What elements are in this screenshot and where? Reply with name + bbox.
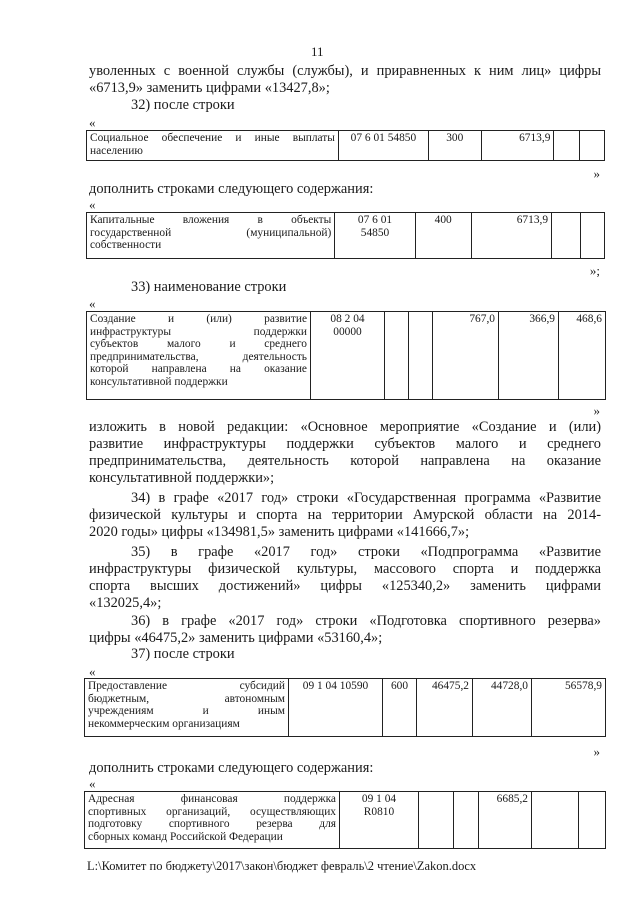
cell-code-line: 07 6 01 — [357, 214, 393, 226]
table-sports-reserve-support — [84, 791, 606, 849]
cell-name-line: Адресная финансовая поддержка — [88, 793, 336, 805]
cell-code-line: 00000 — [333, 325, 362, 338]
cell-code-line: 09 1 04 — [361, 793, 397, 805]
cell-name-line: предпринимательства, деятельность — [90, 350, 307, 363]
item-34-line-2: физической культуры и спорта на территории Амурской области на 2014- — [89, 507, 601, 523]
item-33-heading: 33) наименование строки — [131, 279, 287, 295]
table-cell-vr: 300 — [428, 131, 481, 161]
cell-name-line: спортивных организаций, осуществляющих — [88, 805, 336, 818]
item-32-heading: 32) после строки — [131, 97, 235, 113]
open-quote: « — [89, 664, 96, 679]
item-34-line-1: 34) в графе «2017 год» строки «Государственная программа «Развитие — [131, 490, 601, 506]
cell-name-line: Предоставление субсидий — [88, 680, 285, 692]
table-cell-code — [335, 213, 415, 259]
table-cell-empty — [454, 792, 479, 849]
cell-name-line: учреждениям и иным — [88, 705, 285, 717]
cell-name-line: Социальное обеспечение и иные выплаты — [90, 132, 335, 144]
table-cell-code — [340, 792, 419, 849]
table-cell-empty — [409, 312, 433, 400]
table-cell-empty — [554, 131, 579, 161]
cell-name-line: собственности — [90, 239, 162, 251]
table-cell-value-2017: 46475,2 — [417, 679, 473, 737]
table-cell-value-2018: 366,9 — [499, 312, 559, 400]
table-cell-empty — [580, 213, 604, 259]
table-cell-empty — [532, 792, 579, 849]
footer-file-path: L:\Комитет по бюджету\2017\закон\бюджет февраль\2 чтение\Zakon.docx — [87, 859, 477, 873]
add-lines-heading-2: дополнить строками следующего содержания: — [89, 760, 374, 776]
table-cell-value-2017: 767,0 — [433, 312, 499, 400]
add-lines-heading-1: дополнить строками следующего содержания: — [89, 181, 374, 197]
cell-name-line: подготовку спортивного резерва для — [88, 818, 336, 830]
table-cell-value-2019: 56578,9 — [532, 679, 606, 737]
item-35-line-1: 35) в графе «2017 год» строки «Подпрограмма «Развитие — [131, 544, 601, 560]
table-capital-investments — [86, 212, 605, 259]
close-quote-semicolon: »; — [589, 263, 600, 278]
cell-name-line: которой направлена на оказание — [90, 363, 307, 375]
cell-code-line: 54850 — [360, 226, 390, 239]
open-quote: « — [89, 296, 96, 311]
table-cell-empty — [579, 131, 604, 161]
item-34-line-3: 2020 годы» цифры «134981,5» заменить цифрами «141666,7»; — [89, 524, 470, 540]
open-quote: « — [89, 115, 96, 130]
table-cell-vr: 600 — [383, 679, 417, 737]
table-cell-code: 09 1 04 10590 — [289, 679, 383, 737]
item-36-line-1: 36) в графе «2017 год» строки «Подготовка спортивного резерва» — [131, 613, 601, 629]
close-quote: » — [593, 166, 600, 181]
table-cell-value-2019: 468,6 — [559, 312, 606, 400]
cell-name-line: консультативной поддержки — [90, 375, 228, 388]
table-cell-empty — [579, 792, 606, 849]
text-line-4c: предпринимательства, деятельность которой направлена на оказание — [89, 453, 601, 469]
item-37-heading: 37) после строки — [131, 646, 235, 662]
item-35-line-4: «132025,4»; — [89, 595, 162, 611]
cell-code-line: R0810 — [363, 805, 395, 818]
open-quote: « — [89, 776, 96, 791]
table-cell-empty — [385, 312, 409, 400]
item-36-line-2: цифры «46475,2» заменить цифрами «53160,4»; — [89, 630, 383, 646]
open-quote: « — [89, 197, 96, 212]
table-cell-vr: 400 — [415, 213, 471, 259]
table-cell-value-2018: 44728,0 — [473, 679, 532, 737]
item-35-line-2: инфраструктуры физической культуры, массового спорта и поддержка — [89, 561, 601, 577]
table-cell-value: 6713,9 — [471, 213, 551, 259]
page-number: 11 — [311, 44, 324, 59]
cell-name-line: инфраструктуры поддержки — [90, 325, 307, 338]
table-cell-name — [87, 131, 339, 161]
close-quote: » — [593, 744, 600, 759]
text-line-4a: изложить в новой редакции: «Основное мероприятие «Создание и (или) — [89, 419, 601, 435]
table-cell-empty — [552, 213, 580, 259]
cell-name-line: некоммерческим организациям — [88, 717, 240, 730]
cell-name-line: Создание и (или) развитие — [90, 313, 307, 325]
cell-name-line: Капитальные вложения в объекты — [90, 214, 332, 226]
table-cell-empty — [419, 792, 454, 849]
cell-name-line: субъектов малого и среднего — [90, 338, 307, 350]
table-cell-name — [85, 679, 289, 737]
text-line-2: «6713,9» заменить цифрами «13427,8»; — [89, 80, 330, 96]
table-cell-name — [87, 213, 335, 259]
table-cell-name — [87, 312, 311, 400]
close-quote: » — [593, 403, 600, 418]
item-35-line-3: спорта высших достижений» цифры «125340,2» заменить цифрами — [89, 578, 601, 594]
table-small-business-infrastructure — [86, 311, 606, 400]
table-social-payments — [86, 130, 605, 161]
text-line-4b: развитие инфраструктуры поддержки субъектов малого и среднего — [89, 436, 601, 452]
cell-name-line: бюджетным, автономным — [88, 692, 285, 705]
text-line-4d: консультативной поддержки»; — [89, 470, 275, 486]
table-cell-name — [85, 792, 340, 849]
table-cell-value: 6713,9 — [481, 131, 554, 161]
cell-name-line: государственной (муниципальной) — [90, 226, 332, 239]
table-cell-code — [311, 312, 385, 400]
cell-code-line: 08 2 04 — [330, 313, 365, 325]
table-cell-value: 6685,2 — [479, 792, 532, 849]
cell-name-line: сборных команд Российской Федерации — [88, 830, 283, 843]
text-line-1: уволенных с военной службы (службы), и приравненных к ним лиц» цифры — [89, 63, 601, 79]
cell-name-line: населению — [90, 144, 143, 157]
table-subsidies — [84, 678, 606, 737]
table-cell-code: 07 6 01 54850 — [338, 131, 428, 161]
